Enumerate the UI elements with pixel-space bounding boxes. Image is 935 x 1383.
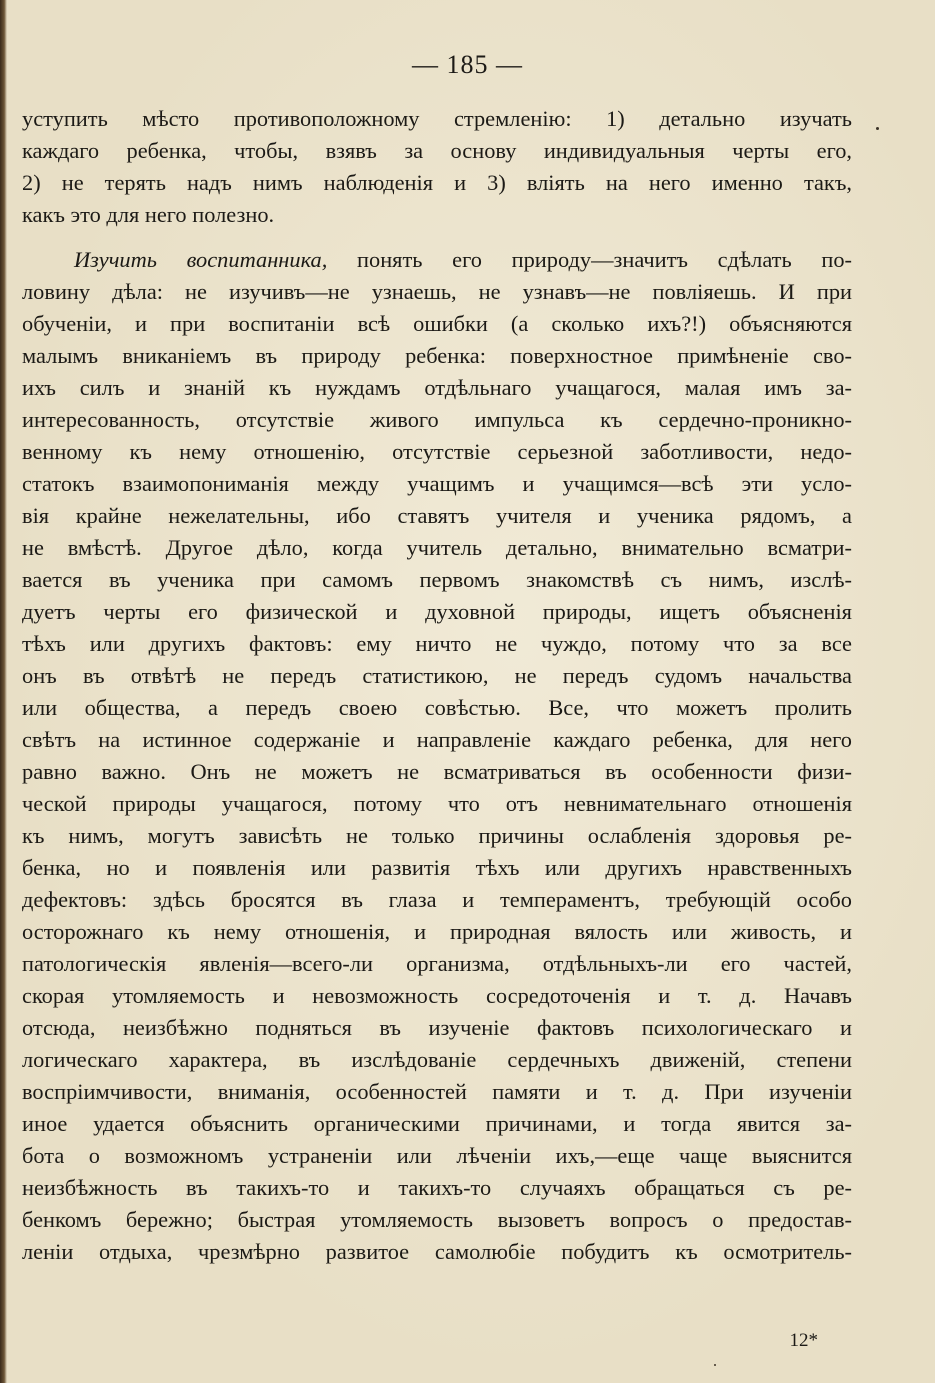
text-line: иное удается объяснить органическими причинами, и тогда явится за- <box>22 1111 852 1136</box>
text-line: бенкомъ бережно; быстрая утомляемость вызоветъ вопросъ о предостав- <box>22 1207 852 1232</box>
text-line: патологическія явленія—всего-ли организма, отдѣльныхъ-ли его частей, <box>22 951 852 976</box>
text-line: каждаго ребенка, чтобы, взявъ за основу индивидуальныя черты его, <box>22 138 852 163</box>
text-line: свѣтъ на истинное содержаніе и направленіе каждаго ребенка, для него <box>22 727 852 752</box>
text-line: ловину дѣла: не изучивъ—не узнаешь, не узнавъ—не повліяешь. И при <box>22 279 852 304</box>
text-line: вается въ ученика при самомъ первомъ знакомствѣ съ нимъ, изслѣ- <box>22 567 852 592</box>
text-line: леніи отдыха, чрезмѣрно развитое самолюбіе побудитъ къ осмотритель- <box>22 1239 852 1264</box>
text-line: или общества, а передъ своею совѣстью. Все, что можетъ пролить <box>22 695 852 720</box>
text-line: вія крайне нежелательны, ибо ставятъ учителя и ученика рядомъ, а <box>22 503 852 528</box>
text-line-rest: понять его природу—значитъ сдѣлать по- <box>327 247 852 272</box>
text-line: воспріимчивости, вниманія, особенностей памяти и т. д. При изученіи <box>22 1079 852 1104</box>
text-line: скорая утомляемость и невозможность сосредоточенія и т. д. Начавъ <box>22 983 852 1008</box>
print-speck <box>876 127 879 130</box>
text-line: бенка, но и появленія или развитія тѣхъ или другихъ нравственныхъ <box>22 855 852 880</box>
text-line: 2) не терять надъ нимъ наблюденія и 3) вліять на него именно такъ, <box>22 170 852 195</box>
text-line: неизбѣжность въ такихъ-то и такихъ-то случаяхъ обращаться съ ре- <box>22 1175 852 1200</box>
text-line: логическаго характера, въ изслѣдованіе сердечныхъ движеній, степени <box>22 1047 852 1072</box>
text-line: не вмѣстѣ. Другое дѣло, когда учитель детально, внимательно всматри- <box>22 535 852 560</box>
text-line: тѣхъ или другихъ фактовъ: ему ничто не чуждо, потому что за все <box>22 631 852 656</box>
signature-mark: 12* <box>789 1330 818 1351</box>
text-line: онъ въ отвѣтѣ не передъ статистикою, не передъ судомъ начальства <box>22 663 852 688</box>
text-line: ческой природы учащагося, потому что отъ невнимательнаго отношенія <box>22 791 852 816</box>
text-line: дуетъ черты его физической и духовной природы, ищетъ объясненія <box>22 599 852 624</box>
text-line: венному къ нему отношенію, отсутствіе серьезной заботливости, недо- <box>22 439 852 464</box>
text-line: какъ это для него полезно. <box>22 202 275 227</box>
text-line: отсюда, неизбѣжно подняться въ изученіе фактовъ психологическаго и <box>22 1015 852 1040</box>
text-line: бота о возможномъ устраненіи или лѣченіи ихъ,—еще чаще выяснится <box>22 1143 852 1168</box>
text-line: осторожнаго къ нему отношенія, и природная вялость или живость, и <box>22 919 852 944</box>
text-line: интересованность, отсутствіе живого импульса къ сердечно-проникно- <box>22 407 852 432</box>
text-line: статокъ взаимопониманія между учащимъ и учащимся—всѣ эти усло- <box>22 471 852 496</box>
italic-lead-phrase: Изучить воспитанника, <box>74 247 328 272</box>
page-number: — 185 — <box>412 50 523 79</box>
text-line: равно важно. Онъ не можетъ не всматриваться въ особенности физи- <box>22 759 852 784</box>
text-line: обученіи, и при воспитаніи всѣ ошибки (а сколько ихъ?!) объясняются <box>22 311 852 336</box>
text-line: малымъ вниканіемъ въ природу ребенка: поверхностное примѣненіе сво- <box>22 343 852 368</box>
page-spine-edge <box>0 0 7 1383</box>
print-speck <box>714 1364 716 1366</box>
text-line: дефектовъ: здѣсь бросятся въ глаза и темпераментъ, требующій особо <box>22 887 852 912</box>
text-line: уступить мѣсто противоположному стремленію: 1) детально изучать <box>22 106 852 131</box>
text-line: ихъ силъ и знаній къ нуждамъ отдѣльнаго учащагося, малая имъ за- <box>22 375 852 400</box>
body-text <box>22 103 852 1268</box>
paragraph-first-line <box>22 244 852 276</box>
text-line: къ нимъ, могутъ зависѣть не только причины ослабленія здоровья ре- <box>22 823 852 848</box>
